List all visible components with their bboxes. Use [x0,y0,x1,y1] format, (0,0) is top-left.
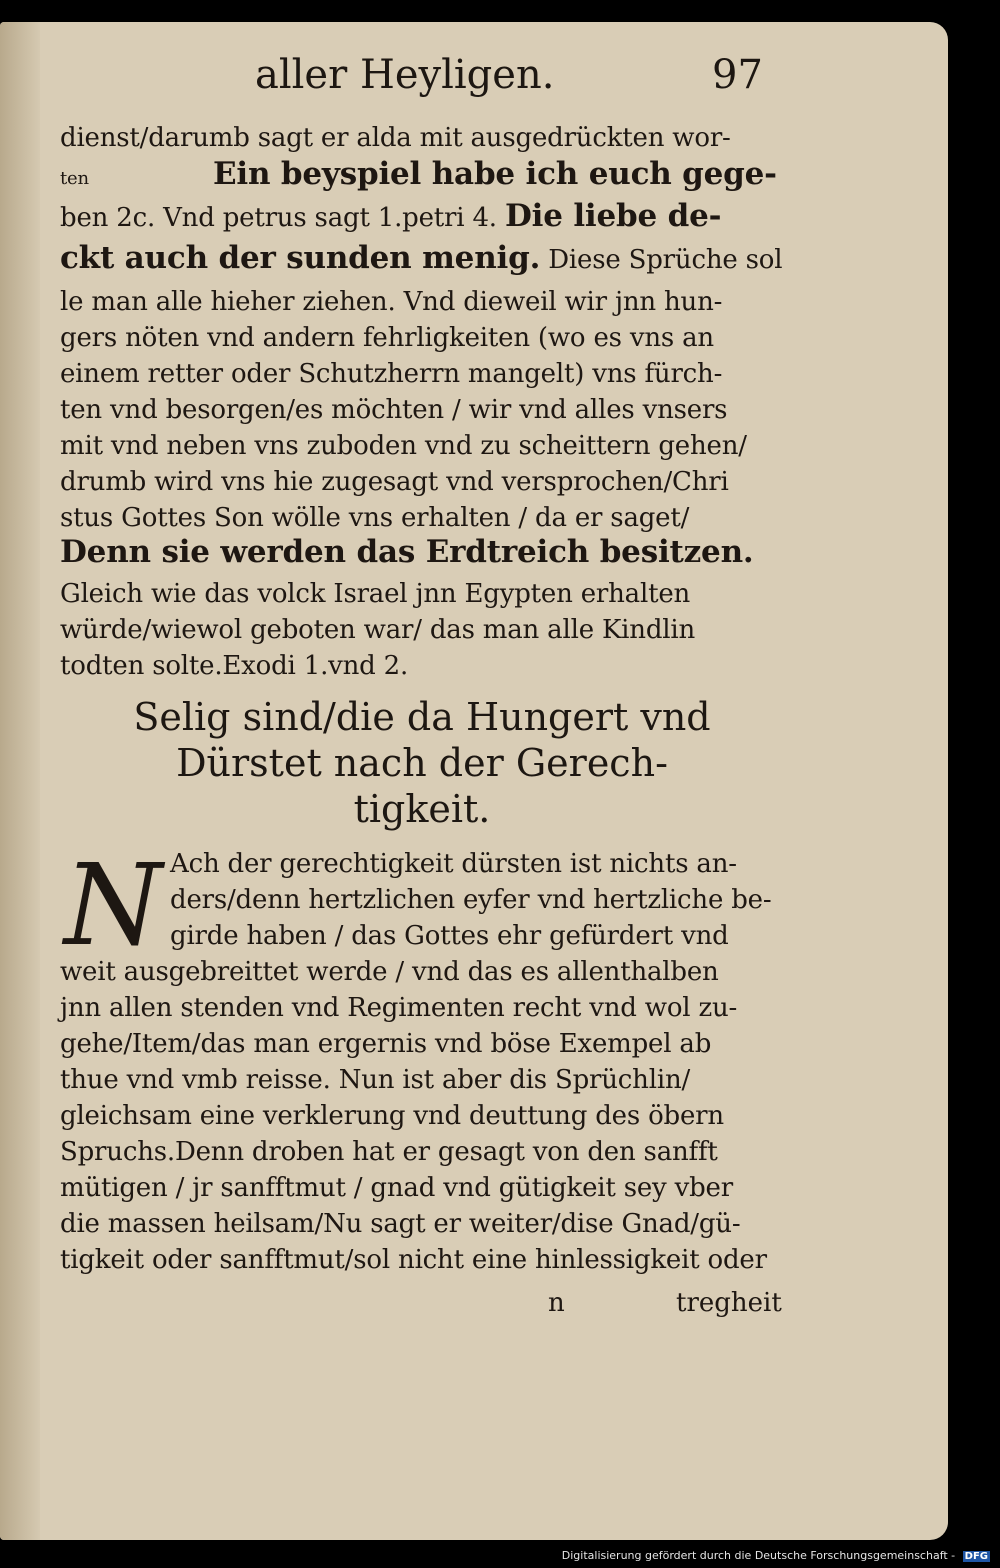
drop-cap: N [64,841,162,971]
text-block-2 [60,841,784,1278]
text-line [60,536,754,570]
text-line: gehe/Item/das man ergernis vnd böse Exempel ab [60,1029,712,1059]
footer-text: Digitalisierung gefördert durch die Deutsche Forschungsgemeinschaft - [561,1549,956,1562]
text-line: ten vnd besorgen/es möchten / wir vnd alles vnsers [60,395,728,425]
page-gutter-shadow [0,22,40,1540]
text-line: drumb wird vns hie zugesagt vnd versprochen/Chri [60,467,729,497]
heading-line: Selig sind/die da Hungert vnd [133,695,711,739]
text-line: ten Ein beyspiel habe ich euch gege- [60,156,777,192]
text-line: le man alle hieher ziehen. Vnd dieweil wir jnn hun- [60,287,723,317]
text-line: gers nöten vnd andern fehrligkeiten (wo es vns an [60,323,714,353]
book-page [0,22,948,1540]
dfg-logo: DFG [964,1551,988,1562]
section-heading [60,694,784,832]
text-line: würde/wiewol geboten war/ das man alle Kindlin [60,615,696,645]
text-line: jnn allen stenden vnd Regimenten recht vnd wol zu- [60,993,738,1023]
digitization-footer [562,1549,990,1562]
text-line: ckt auch der sunden menig. Diese Sprüche sol [60,240,783,276]
running-title: aller Heyligen. [255,52,555,98]
text-line: stus Gottes Son wölle vns erhalten / da er saget/ [60,503,690,533]
text-line: girde haben / das Gottes ehr gefürdert vnd [170,921,729,951]
text-line: ders/denn hertzlichen eyfer vnd hertzliche be- [170,885,772,915]
heading-line: Dürstet nach der Gerech- [176,741,668,785]
text-line: einem retter oder Schutzherrn mangelt) vns fürch- [60,359,723,389]
emphasized-quote: Ein beyspiel habe ich euch gege- [212,156,777,192]
text-line: dienst/darumb sagt er alda mit ausgedrückten wor- [60,123,731,153]
text-line: weit ausgebreittet werde / vnd das es allenthalben [60,957,719,987]
text-line: tigkeit oder sanfftmut/sol nicht eine hinlessigkeit oder [60,1245,767,1275]
heading-line: tigkeit. [353,787,491,831]
text-line: thue vnd vmb reisse. Nun ist aber dis Sprüchlin/ [60,1065,691,1095]
emphasized-quote: Die liebe de- [504,198,722,234]
text-line: mütigen / jr sanfftmut / gnad vnd gütigkeit sey vber [60,1173,733,1203]
text-block-1 [60,122,784,682]
text-line: Ach der gerechtigkeit dürsten ist nichts an- [170,849,737,879]
text-line: Gleich wie das volck Israel jnn Egypten erhalten [60,579,691,609]
page-number: 97 [712,52,763,98]
page-header [0,52,948,102]
text-line: die massen heilsam/Nu sagt er weiter/dise Gnad/gü- [60,1209,741,1239]
text-line: Spruchs.Denn droben hat er gesagt von den sanfft [60,1137,718,1167]
text-line: ben 2c. Vnd petrus sagt 1.petri 4. Die liebe de- [60,198,722,234]
emphasized-quote: ckt auch der sunden menig. [60,240,541,276]
text-line: gleichsam eine verklerung vnd deuttung des öbern [60,1101,724,1131]
emphasized-quote: Denn sie werden das Erdtreich besitzen. [60,534,754,570]
text-line: todten solte.Exodi 1.vnd 2. [60,651,409,681]
text-line: mit vnd neben vns zuboden vnd zu scheittern gehen/ [60,431,747,461]
signature-mark: n [548,1288,565,1318]
catchword: tregheit [676,1288,782,1318]
